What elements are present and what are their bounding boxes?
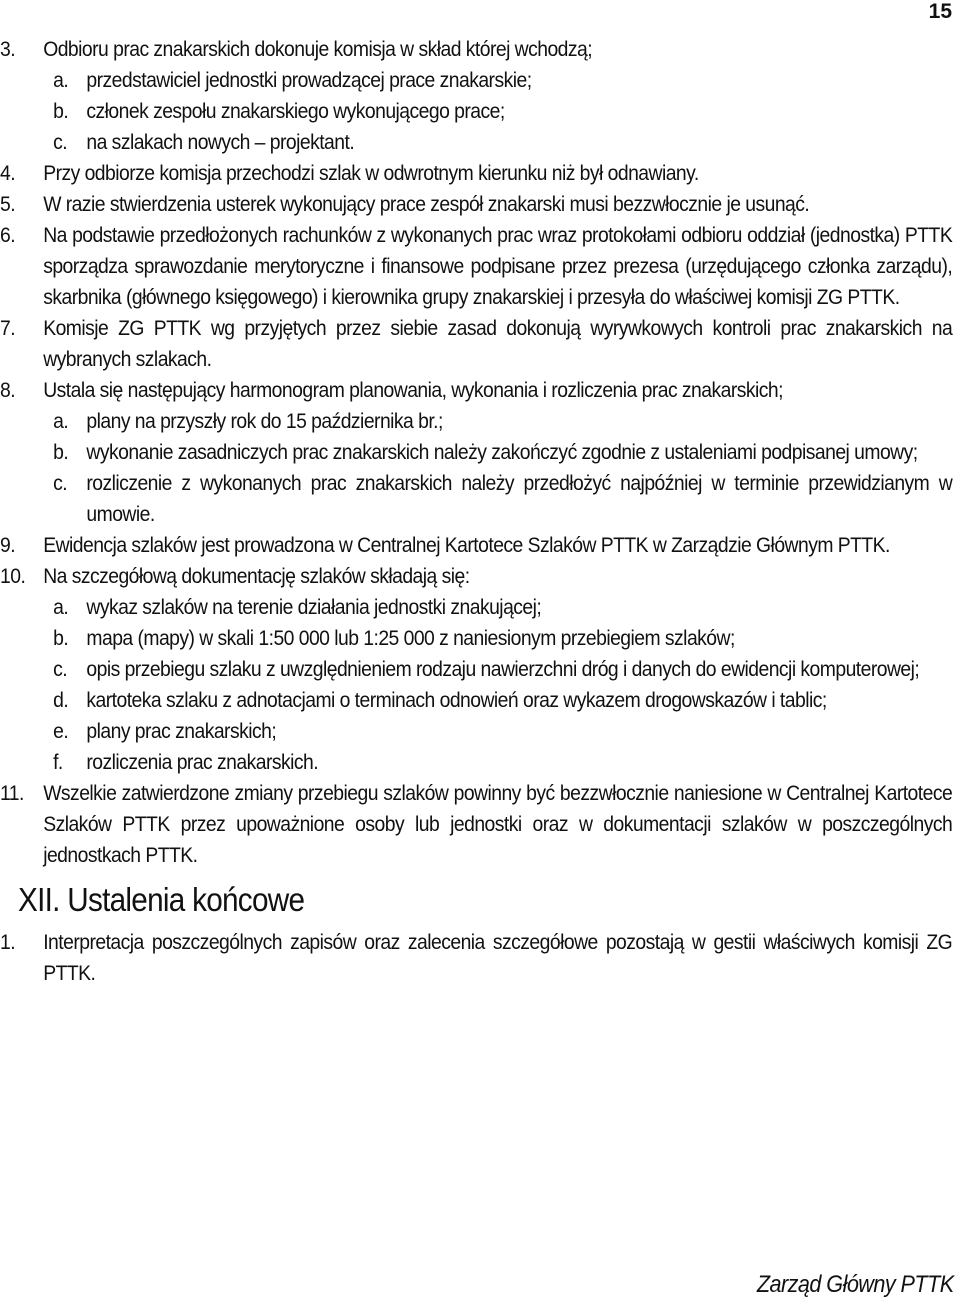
sub-item-text: członek zespołu znakarskiego wykonującego prace; bbox=[86, 99, 505, 123]
sub-item bbox=[0, 468, 952, 530]
sub-item-text: plany na przyszły rok do 15 października br.; bbox=[86, 409, 443, 433]
list-item bbox=[0, 530, 952, 561]
sub-item-text: wykaz szlaków na terenie działania jednostki znakującej; bbox=[86, 595, 542, 619]
numbered-list-final bbox=[0, 927, 952, 989]
sub-item bbox=[0, 437, 952, 468]
list-item-number: 7. bbox=[0, 316, 16, 340]
sub-item-text: rozliczenie z wykonanych prac znakarskich należy przedłożyć najpóźniej w terminie przewidzianym w umowie. bbox=[86, 471, 953, 526]
list-item-text: Komisje ZG PTTK wg przyjętych przez siebie zasad dokonują wyrywkowych kontroli prac znakarskich na wybranych szlakach. bbox=[43, 316, 953, 371]
list-item-text: Ustala się następujący harmonogram planowania, wykonania i rozliczenia prac znakarskich; bbox=[43, 378, 783, 402]
sub-item-letter: c. bbox=[53, 657, 68, 681]
list-item bbox=[0, 561, 952, 592]
list-item bbox=[0, 375, 952, 406]
list-item bbox=[0, 189, 952, 220]
sub-item-text: przedstawiciel jednostki prowadzącej prace znakarskie; bbox=[86, 68, 532, 92]
list-item-number: 10. bbox=[0, 564, 26, 588]
list-item-text: Interpretacja poszczególnych zapisów oraz zalecenia szczegółowe pozostają w gestii właściwych komisji ZG PTTK. bbox=[43, 930, 953, 985]
sub-item bbox=[0, 747, 952, 778]
list-item bbox=[0, 158, 952, 189]
list-item-text: Na podstawie przedłożonych rachunków z wykonanych prac wraz protokołami odbioru oddział (jednostka) PTTK sporządza sprawozdanie merytoryczne i finansowe podpisane przez prezesa (urzędującego członka zarządu), skarbnika (głównego księgowego) i kierownika grupy znakarskiej i przesyła do właściwej komisji ZG PTTK. bbox=[43, 223, 953, 309]
numbered-list bbox=[0, 34, 952, 871]
list-item-text: Wszelkie zatwierdzone zmiany przebiegu szlaków powinny być bezzwłocznie naniesione w Centralnej Kartotece Szlaków PTTK przez upoważnione osoby lub jednostki oraz w dokumentacji szlaków w poszczególnych jednostkach PTTK. bbox=[43, 781, 953, 867]
sub-item-letter: b. bbox=[53, 99, 69, 123]
list-item bbox=[0, 927, 952, 989]
list-item-number: 1. bbox=[0, 930, 16, 954]
list-item-number: 9. bbox=[0, 533, 16, 557]
sub-item bbox=[0, 65, 952, 96]
list-item-text: Odbioru prac znakarskich dokonuje komisja w skład której wchodzą; bbox=[43, 37, 593, 61]
sub-item-letter: c. bbox=[53, 130, 68, 154]
sub-item-text: rozliczenia prac znakarskich. bbox=[86, 750, 319, 774]
sub-item-letter: d. bbox=[53, 688, 69, 712]
sub-item-letter: b. bbox=[53, 440, 69, 464]
sub-item-letter: f. bbox=[53, 750, 63, 774]
list-item-text: Ewidencja szlaków jest prowadzona w Centralnej Kartotece Szlaków PTTK w Zarządzie Głównym PTTK. bbox=[43, 533, 890, 557]
sub-item-letter: e. bbox=[53, 719, 69, 743]
list-item-text: Na szczegółową dokumentację szlaków składają się: bbox=[43, 564, 470, 588]
sub-item-text: mapa (mapy) w skali 1:50 000 lub 1:25 000 z naniesionym przebiegiem szlaków; bbox=[86, 626, 735, 650]
sub-item-letter: b. bbox=[53, 626, 69, 650]
sub-item-text: opis przebiegu szlaku z uwzględnieniem rodzaju nawierzchni dróg i danych do ewidencji komputerowej; bbox=[86, 657, 920, 681]
document-body bbox=[0, 34, 952, 989]
list-item-text: Przy odbiorze komisja przechodzi szlak w odwrotnym kierunku niż był odnawiany. bbox=[43, 161, 699, 185]
list-item bbox=[0, 34, 952, 65]
sub-item bbox=[0, 406, 952, 437]
list-item bbox=[0, 778, 952, 871]
list-item-text: W razie stwierdzenia usterek wykonujący prace zespół znakarski musi bezzwłocznie je usunąć. bbox=[43, 192, 810, 216]
sub-item bbox=[0, 96, 952, 127]
list-item-number: 4. bbox=[0, 161, 16, 185]
sub-item bbox=[0, 654, 952, 685]
list-item bbox=[0, 220, 952, 313]
sub-item-letter: a. bbox=[53, 68, 69, 92]
signature: Zarząd Główny PTTK bbox=[757, 1271, 954, 1298]
list-item bbox=[0, 313, 952, 375]
section-heading: XII. Ustalenia końcowe bbox=[18, 881, 305, 918]
sub-item-text: wykonanie zasadniczych prac znakarskich należy zakończyć zgodnie z ustaleniami podpisanej umowy; bbox=[86, 440, 918, 464]
sub-item-letter: a. bbox=[53, 595, 69, 619]
sub-item bbox=[0, 623, 952, 654]
list-item-number: 5. bbox=[0, 192, 16, 216]
list-item-number: 8. bbox=[0, 378, 16, 402]
page-number: 15 bbox=[928, 0, 952, 23]
sub-item-text: na szlakach nowych – projektant. bbox=[86, 130, 355, 154]
list-item-number: 11. bbox=[0, 781, 24, 805]
sub-item-letter: a. bbox=[53, 409, 69, 433]
sub-item bbox=[0, 127, 952, 158]
sub-item-letter: c. bbox=[53, 471, 68, 495]
sub-item bbox=[0, 685, 952, 716]
sub-item bbox=[0, 592, 952, 623]
list-item-number: 6. bbox=[0, 223, 16, 247]
sub-item-text: plany prac znakarskich; bbox=[86, 719, 277, 743]
sub-item bbox=[0, 716, 952, 747]
sub-item-text: kartoteka szlaku z adnotacjami o terminach odnowień oraz wykazem drogowskazów i tablic; bbox=[86, 688, 827, 712]
list-item-number: 3. bbox=[0, 37, 16, 61]
